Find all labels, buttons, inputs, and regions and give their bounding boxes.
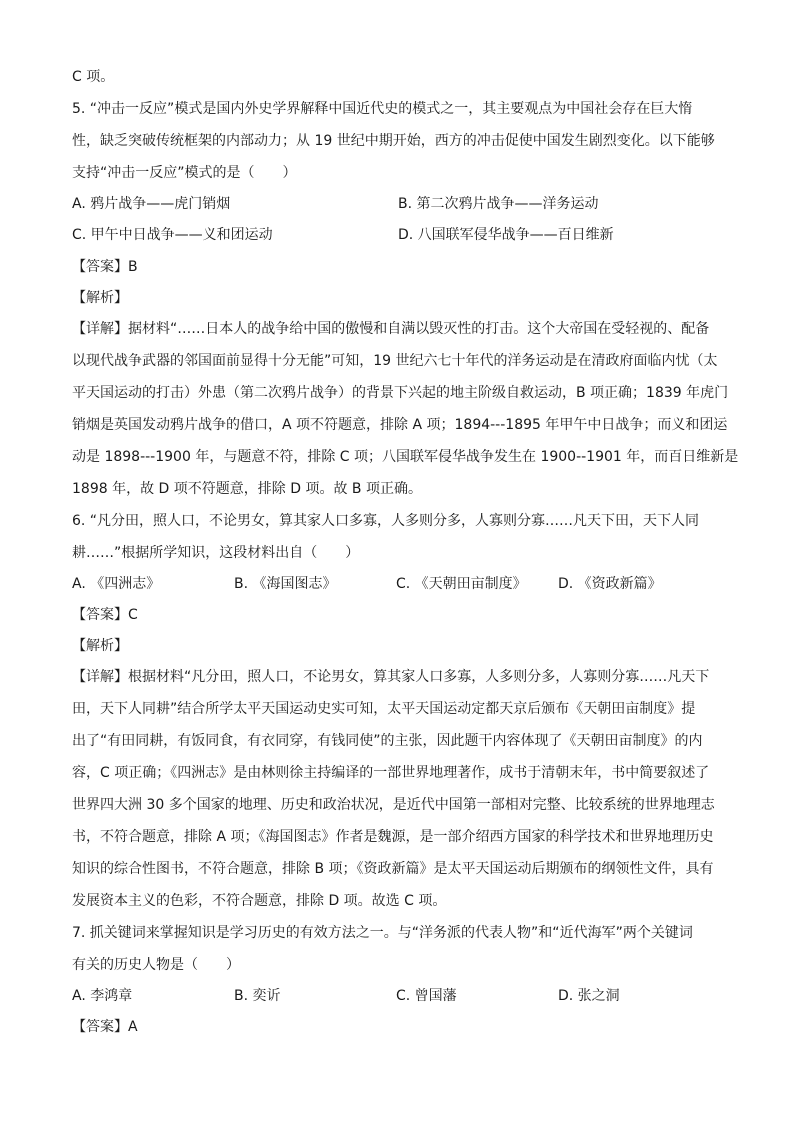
question-7-answer	[72, 1018, 732, 1036]
question-6-detail-line	[72, 668, 732, 686]
question-5-stem-line-3: 支持“冲击一反应”模式的是（ ）	[72, 165, 297, 181]
question-5-detail-line: 以现代战争武器的邻国面前显得十分无能”可知，19 世纪六七十年代的洋务运动是在清政府面临内忧（太	[72, 353, 718, 369]
question-6-detail-line: 容，C 项正确；《四洲志》是由林则徐主持编译的一部世界地理著作，成书于清朝末年，书中简要叙述了	[72, 765, 710, 781]
answer-label: 【答案】	[72, 1019, 128, 1035]
question-5-answer	[72, 258, 732, 276]
question-7-option-d: D. 张之洞	[558, 988, 620, 1004]
question-6-option-a: A. 《四洲志》	[72, 576, 161, 592]
question-6-detail-line: 知识的综合性图书，不符合题意，排除 B 项；《资政新篇》是太平天国运动后期颁布的纲领性文件，具有	[72, 861, 714, 877]
answer-label: 【答案】	[72, 607, 128, 623]
question-5-analysis-label: 【解析】	[72, 290, 128, 306]
question-5-detail-line: 1898 年，故 D 项不符题意，排除 D 项。故 B 项正确。	[72, 481, 422, 497]
question-5-option-a: A. 鸦片战争——虎门销烟	[72, 196, 231, 212]
question-5-detail-line: 动是 1898---1900 年，与题意不符，排除 C 项；八国联军侵华战争发生在 1900--1901 年，而百日维新是	[72, 449, 739, 465]
answer-value: C	[128, 607, 138, 623]
question-5-detail-line	[72, 320, 732, 338]
question-7-option-b: B. 奕䜣	[234, 988, 281, 1004]
question-5-stem-line-1: 5. “冲击一反应”模式是国内外史学界解释中国近代史的模式之一，其主要观点为中国社会存在巨大惰	[72, 101, 693, 117]
text-line: C 项。	[72, 69, 115, 85]
question-6-detail-line: 世界四大洲 30 多个国家的地理、历史和政治状况，是近代中国第一部相对完整、比较系统的世界地理志	[72, 797, 715, 813]
question-5-detail-line: 平天国运动的打击）外患（第二次鸦片战争）的背景下兴起的地主阶级自救运动，B 项正确；1839 年虎门	[72, 385, 729, 401]
question-5-option-d: D. 八国联军侵华战争——百日维新	[398, 227, 614, 243]
question-5-option-c: C. 甲午中日战争——义和团运动	[72, 227, 273, 243]
question-6-answer	[72, 606, 732, 624]
question-6-analysis-label: 【解析】	[72, 638, 128, 654]
answer-value: B	[128, 259, 138, 275]
question-6-detail-line: 发展资本主义的色彩，不符合题意，排除 D 项。故选 C 项。	[72, 893, 447, 909]
answer-value: A	[128, 1019, 138, 1035]
question-5-detail-line: 销烟是英国发动鸦片战争的借口，A 项不符题意，排除 A 项；1894---1895 年甲午中日战争；而义和团运	[72, 417, 728, 433]
question-5-stem-line-2: 性，缺乏突破传统框架的内部动力；从 19 世纪中期开始，西方的冲击促使中国发生剧烈变化。以下能够	[72, 133, 715, 149]
question-7-option-a: A. 李鸿章	[72, 988, 133, 1004]
question-7-stem-line-2: 有关的历史人物是（ ）	[72, 957, 240, 973]
question-7-stem-line-1: 7. 抓关键词来掌握知识是学习历史的有效方法之一。与“洋务派的代表人物”和“近代海军”两个关键词	[72, 925, 693, 941]
question-6-detail-line: 田，天下人同耕”结合所学太平天国运动史实可知，太平天国运动定都天京后颁布《天朝田亩制度》提	[72, 701, 696, 717]
detail-text: 根据材料“凡分田，照人口，不论男女，算其家人口多寡，人多则分多，人寡则分寡……凡天下	[128, 669, 710, 685]
detail-label: 【详解】	[72, 321, 128, 337]
question-6-option-c: C. 《天朝田亩制度》	[396, 576, 527, 592]
question-7-option-c: C. 曾国藩	[396, 988, 457, 1004]
question-6-stem-line-1: 6. “凡分田，照人口，不论男女，算其家人口多寡，人多则分多，人寡则分寡……凡天下田，天下人同	[72, 513, 700, 529]
answer-label: 【答案】	[72, 259, 128, 275]
question-6-option-b: B. 《海国图志》	[234, 576, 337, 592]
question-6-detail-line: 出了“有田同耕，有饭同食，有衣同穿，有钱同使”的主张，因此题干内容体现了《天朝田亩制度》的内	[72, 733, 703, 749]
question-5-option-b: B. 第二次鸦片战争——洋务运动	[398, 196, 599, 212]
detail-label: 【详解】	[72, 669, 128, 685]
question-6-detail-line: 书，不符合题意，排除 A 项；《海国图志》作者是魏源，是一部介绍西方国家的科学技术和世界地理历史	[72, 829, 714, 845]
question-6-option-d: D. 《资政新篇》	[558, 576, 662, 592]
question-6-stem-line-2: 耕……”根据所学知识，这段材料出自（ ）	[72, 545, 360, 561]
detail-text: 据材料“……日本人的战争给中国的傲慢和自满以毁灭性的打击。这个大帝国在受轻视的、配备	[128, 321, 710, 337]
